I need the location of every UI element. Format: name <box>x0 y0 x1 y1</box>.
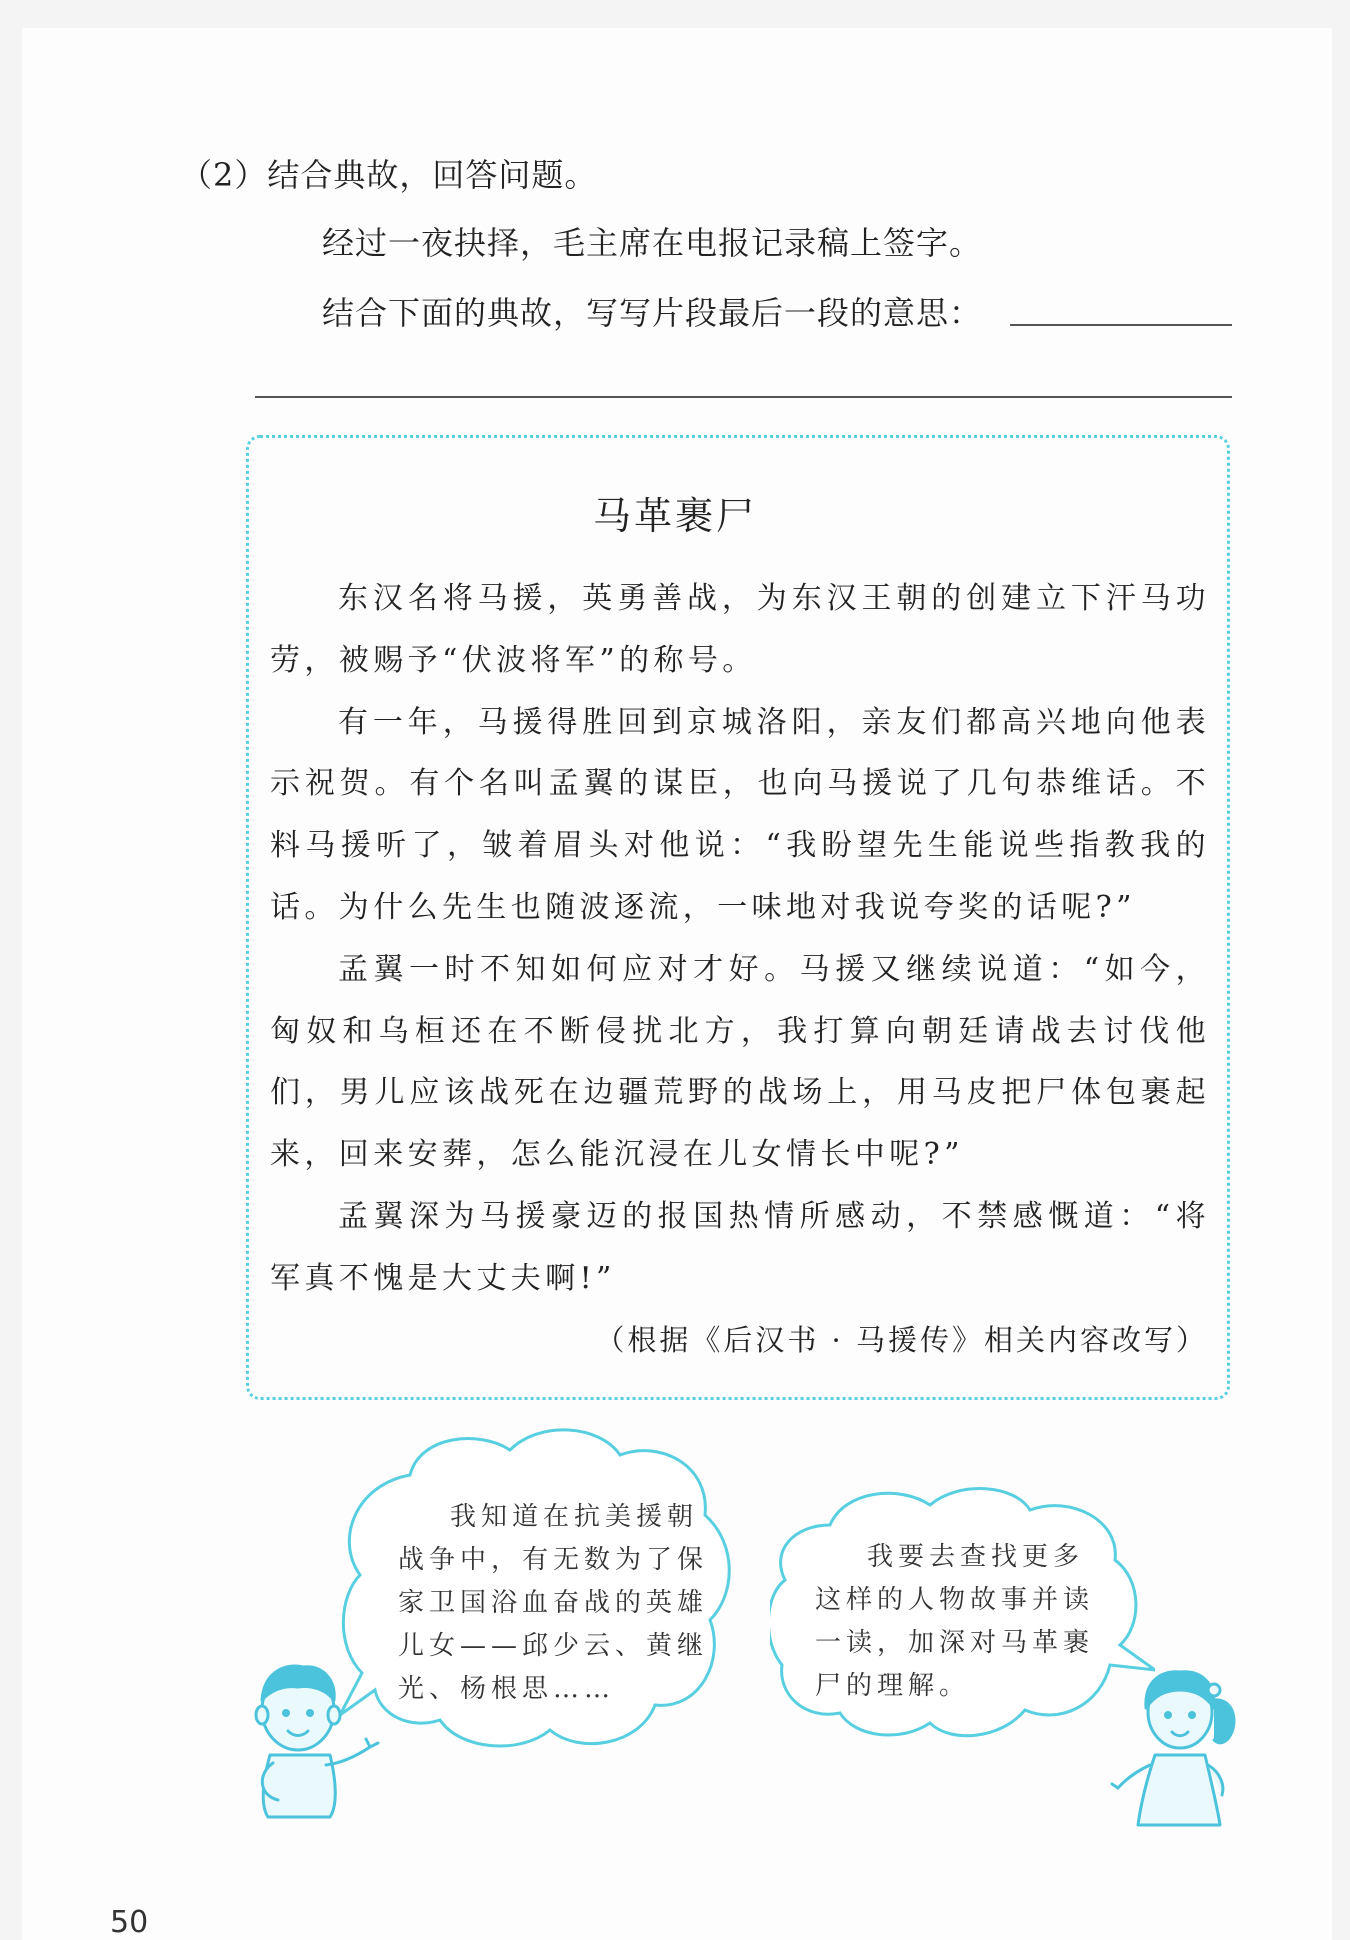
story-paragraph: 东汉名将马援，英勇善战，为东汉王朝的创建立下汗马功劳，被赐予“伏波将军”的称号。 <box>270 581 1210 678</box>
bubble-boy-line: 战争中，有无数为了保 <box>398 1545 709 1575</box>
story-paragraph: 孟翼深为马援豪迈的报国热情所感动，不禁感慨道：“将军真不愧是大丈夫啊!” <box>270 1198 1210 1296</box>
story-body <box>270 568 1210 1310</box>
bubble-girl-line: 我要去查找更多 <box>867 1542 1085 1572</box>
story-paragraph: 孟翼一时不知如何应对才好。马援又继续说道：“如今，匈奴和乌桓还在不断侵扰北方，我打算向朝廷请战去讨伐他们，男儿应该战死在边疆荒野的战场上，用马皮把尸体包裹起来，回来安葬，怎么能沉浸在儿女情长中呢?” <box>270 951 1210 1173</box>
question-prompt-line: 结合下面的典故，写写片段最后一段的意思： <box>322 294 983 332</box>
question-heading: （2）结合典故，回答问题。 <box>180 156 598 194</box>
answer-blank-line-2[interactable] <box>255 396 1232 398</box>
bubble-girl-line: 这样的人物故事并读 <box>815 1585 1095 1615</box>
girl-illustration <box>1110 1660 1250 1830</box>
story-paragraph: 有一年，马援得胜回到京城洛阳，亲友们都高兴地向他表示祝贺。有个名叫孟翼的谋臣，也向马援说了几句恭维话。不料马援听了，皱着眉头对他说：“我盼望先生能说些指教我的话。为什么先生也随波逐流，一味地对我说夸奖的话呢?” <box>270 704 1210 925</box>
bubble-boy-line: 儿女——邱少云、黄继 <box>398 1631 709 1661</box>
story-title: 马革裹尸 <box>592 494 757 538</box>
answer-blank-line-1[interactable] <box>1010 324 1232 326</box>
story-source: （根据《后汉书 · 马援传》相关内容改写） <box>595 1323 1208 1357</box>
bubble-boy-line: 家卫国浴血奋战的英雄 <box>398 1588 709 1618</box>
bubble-boy-line: 我知道在抗美援朝 <box>450 1502 699 1532</box>
bubble-boy-line: 光、杨根思…… <box>398 1674 616 1704</box>
boy-illustration <box>238 1655 388 1820</box>
bubble-girl-line: 一读，加深对马革裹 <box>815 1628 1095 1658</box>
bubble-girl-line: 尸的理解。 <box>815 1671 971 1701</box>
speech-bubble-boy-text <box>398 1496 708 1711</box>
speech-bubble-girl-text <box>815 1536 1094 1708</box>
question-context-line: 经过一夜抉择，毛主席在电报记录稿上签字。 <box>322 224 983 262</box>
page-number: 50 <box>110 1905 149 1940</box>
